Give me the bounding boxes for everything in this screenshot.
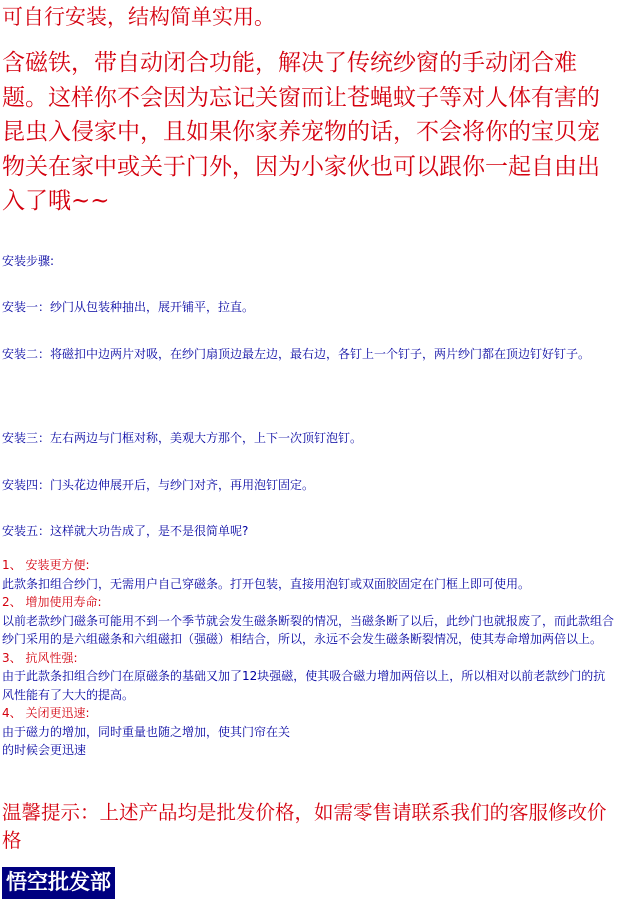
shop-name-badge: 悟空批发部 [2, 867, 115, 899]
step-3: 安装三：左右两边与门框对称，美观大方那个，上下一次顶钉泡钉。 [2, 431, 363, 445]
feature-heading-2: 2、 增加使用寿命: [2, 595, 102, 609]
step-1: 安装一：纱门从包装种抽出，展开铺平，拉直。 [2, 300, 255, 314]
feature-text-3: 由于此款条扣组合纱门在原磁条的基础又加了12块强磁，使其吸合磁力增加两倍以上，所以相对以前老款纱门的抗风性能有了大大的提高。 [2, 669, 606, 702]
feature-heading-1: 1、 安装更方便: [2, 558, 90, 572]
steps-title: 安装步骤: [2, 254, 55, 268]
feature-text-4b: 的时候会更迅速 [2, 743, 87, 757]
feature-text-1: 此款条扣组合纱门，无需用户自己穿磁条。打开包装，直接用泡钉或双面胶固定在门框上即可使用。 [2, 576, 531, 591]
feature-heading-3: 3、 抗风性强: [2, 650, 78, 665]
step-5: 安装五：这样就大功告成了，是不是很简单呢? [2, 524, 249, 538]
wholesale-tip: 温馨提示：上述产品均是批发价格，如需零售请联系我们的客服修改价格 [2, 801, 607, 852]
features-list [2, 556, 616, 760]
step-2: 安装二：将磁扣中边两片对吸，在纱门扇顶边最左边，最右边，各钉上一个钉子，两片纱门都在顶边钉好钉子。 [2, 347, 591, 361]
feature-text-2: 以前老款纱门磁条可能用不到一个季节就会发生磁条断裂的情况，当磁条断了以后，此纱门也就报废了，而此款组合纱门采用的是六组磁条和六组磁扣（强磁）相结合，所以，永远不会发生磁条断裂情况，使其寿命增加两倍以上。 [2, 613, 615, 646]
intro-paragraph: 含磁铁，带自动闭合功能，解决了传统纱窗的手动闭合难题。这样你不会因为忘记关窗而让苍蝇蚊子等对人体有害的昆虫入侵家中，且如果你家养宠物的话，不会将你的宝贝宠物关在家中或关于门外，因为小家伙也可以跟你一起自由出入了哦~~ [2, 50, 600, 214]
feature-heading-4: 4、 关闭更迅速: [2, 706, 90, 720]
feature-text-4a: 由于磁力的增加，同时重量也随之增加，使其门帘在关 [2, 724, 291, 739]
step-4: 安装四：门头花边伸展开后，与纱门对齐，再用泡钉固定。 [2, 478, 315, 492]
intro-headline: 可自行安装，结构简单实用。 [2, 5, 275, 29]
